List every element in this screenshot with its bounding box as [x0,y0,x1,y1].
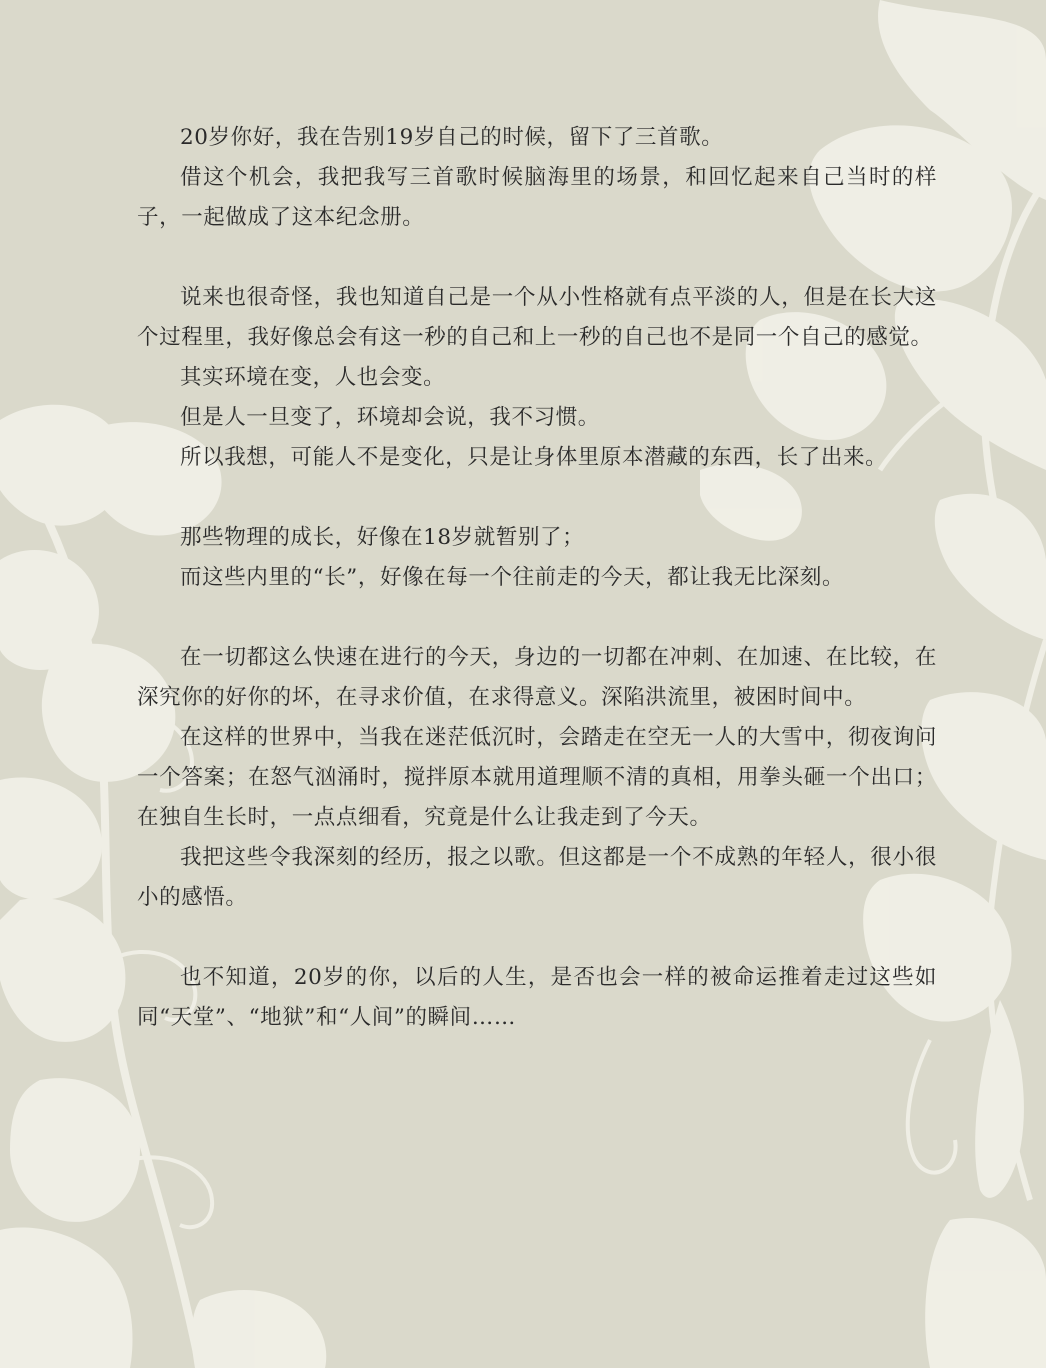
paragraph: 也不知道，20岁的你，以后的人生，是否也会一样的被命运推着走过这些如同“天堂”、“地狱”和“人间”的瞬间…… [137,965,937,1030]
paragraph: 所以我想，可能人不是变化，只是让身体里原本潜藏的东西，长了出来。 [180,445,888,470]
paragraph: 但是人一旦变了，环境却会说，我不习惯。 [180,405,600,430]
paragraph-spacer [137,918,937,958]
paragraph-spacer [137,478,937,518]
paragraph-spacer [137,238,937,278]
paragraph: 那些物理的成长，好像在18岁就暂别了； [180,525,585,550]
paragraph: 说来也很奇怪，我也知道自己是一个从小性格就有点平淡的人，但是在长大这个过程里，我好像总会有这一秒的自己和上一秒的自己也不是同一个自己的感觉。 [137,285,937,350]
paragraph: 在一切都这么快速在进行的今天，身边的一切都在冲刺、在加速、在比较，在深究你的好你的坏，在寻求价值，在求得意义。深陷洪流里，被困时间中。 [137,645,937,710]
paragraph: 借这个机会，我把我写三首歌时候脑海里的场景，和回忆起来自己当时的样子，一起做成了这本纪念册。 [137,165,937,230]
paragraph: 20岁你好，我在告别19岁自己的时候，留下了三首歌。 [180,125,724,150]
letter-body [137,118,937,1038]
paragraph-spacer [137,598,937,638]
paragraph: 其实环境在变，人也会变。 [180,365,446,390]
paragraph: 而这些内里的“长”，好像在每一个往前走的今天，都让我无比深刻。 [180,565,845,590]
paragraph: 我把这些令我深刻的经历，报之以歌。但这都是一个不成熟的年轻人，很小很小的感悟。 [137,845,937,910]
paragraph: 在这样的世界中，当我在迷茫低沉时，会踏走在空无一人的大雪中，彻夜询问一个答案；在怒气汹涌时，搅拌原本就用道理顺不清的真相，用拳头砸一个出口；在独自生长时，一点点细看，究竟是什么让我走到了今天。 [137,725,937,830]
